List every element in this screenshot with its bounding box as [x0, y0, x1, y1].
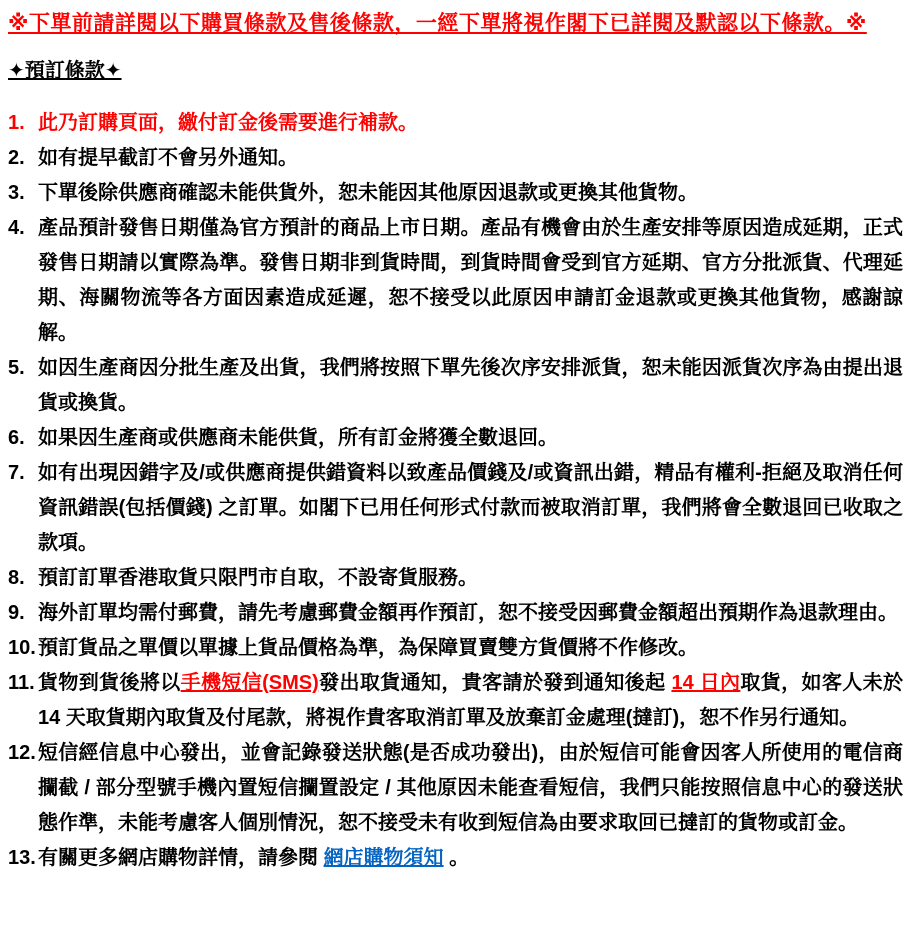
term-number: 6. — [8, 427, 25, 449]
term-segment: 發出取貨通知，貴客請於發到通知後起 — [318, 672, 672, 694]
term-item — [8, 106, 903, 141]
term-item — [8, 596, 903, 631]
term-segment: 有關更多網店購物詳情，請參閱 — [38, 847, 324, 869]
term-segment: 下單後除供應商確認未能供貨外，恕未能因其他原因退款或更換其他貨物。 — [38, 182, 698, 204]
term-item — [8, 141, 903, 176]
term-number: 5. — [8, 357, 25, 379]
term-segment: 預訂貨品之單價以單據上貨品價格為準，為保障買賣雙方貨價將不作修改。 — [38, 637, 698, 659]
term-segment: 貨物到貨後將以 — [38, 672, 181, 694]
term-text — [38, 141, 903, 176]
term-segment: 產品預計發售日期僅為官方預計的商品上市日期。產品有機會由於生產安排等原因造成延期，正式發售日期請以實際為準。發售日期非到貨時間，到貨時間會受到官方延期、官方分批派貨、代理延期、海關物流等各方面因素造成延遲，恕不接受以此原因申請訂金退款或更換其他貨物，感謝諒解。 — [38, 217, 903, 344]
section-title-preorder-terms: ✦預訂條款✦ — [8, 60, 122, 82]
shop-guide-link[interactable]: 網店購物須知 — [323, 847, 444, 869]
term-segment: 海外訂單均需付郵費，請先考慮郵費金額再作預訂，恕不接受因郵費金額超出預期作為退款理由。 — [38, 602, 898, 624]
term-number: 13. — [8, 847, 36, 869]
term-segment: 預訂訂單香港取貨只限門市自取，不設寄貨服務。 — [38, 567, 478, 589]
term-text — [38, 736, 903, 841]
term-number: 12. — [8, 742, 36, 764]
term-text — [38, 666, 903, 736]
term-text — [38, 351, 903, 421]
term-item — [8, 211, 903, 351]
term-segment: 此乃訂購頁面，繳付訂金後需要進行補款。 — [38, 112, 418, 134]
term-text — [38, 106, 903, 141]
term-text — [38, 176, 903, 211]
term-item — [8, 736, 903, 841]
term-number: 3. — [8, 182, 25, 204]
term-number: 9. — [8, 602, 25, 624]
highlighted-term-segment: 14 日內 — [671, 672, 741, 694]
term-segment: 如有提早截訂不會另外通知。 — [38, 147, 298, 169]
term-number: 7. — [8, 462, 25, 484]
term-number: 1. — [8, 112, 25, 134]
highlighted-term-segment: 手機短信(SMS) — [180, 672, 319, 694]
term-segment: 如有出現因錯字及/或供應商提供錯資料以致產品價錢及/或資訊出錯，精品有權利-拒絕及取消任何資訊錯誤(包括價錢) 之訂單。如閣下已用任何形式付款而被取消訂單，我們將會全數退回已收取之款項。 — [38, 462, 903, 554]
term-number: 10. — [8, 637, 36, 659]
term-text — [38, 841, 903, 876]
term-segment: 取貨，如客人未於 14 天取貨期內取貨及付尾款，將視作貴客取消訂單及放棄訂金處理(撻訂)，恕不作另行通知。 — [38, 672, 904, 729]
term-text — [38, 561, 903, 596]
term-number: 4. — [8, 217, 25, 239]
term-segment: 短信經信息中心發出，並會記錄發送狀態(是否成功發出)，由於短信可能會因客人所使用的電信商攔截 / 部分型號手機內置短信攔置設定 / 其他原因未能查看短信，我們只能按照信息中心的發送狀態作準，未能考慮客人個別情況，恕不接受未有收到短信為由要求取回已撻訂的貨物或訂金。 — [38, 742, 903, 834]
term-item — [8, 666, 903, 736]
term-item — [8, 351, 903, 421]
term-segment: 。 — [443, 847, 470, 869]
term-segment: 如果因生產商或供應商未能供貨，所有訂金將獲全數退回。 — [38, 427, 558, 449]
term-item — [8, 456, 903, 561]
term-text — [38, 631, 903, 666]
term-text — [38, 456, 903, 561]
term-segment: 如因生產商因分批生產及出貨，我們將按照下單先後次序安排派貨，恕未能因派貨次序為由提出退貨或換貨。 — [38, 357, 903, 414]
term-number: 11. — [8, 672, 35, 694]
term-text — [38, 596, 903, 631]
purchase-notice-banner: ※下單前請詳閱以下購買條款及售後條款，一經下單將視作閣下已詳閱及默認以下條款。※ — [8, 12, 867, 35]
term-text — [38, 421, 903, 456]
term-item — [8, 421, 903, 456]
term-item — [8, 176, 903, 211]
term-number: 8. — [8, 567, 25, 589]
term-item — [8, 631, 903, 666]
term-item — [8, 841, 903, 876]
terms-list — [8, 106, 903, 876]
term-number: 2. — [8, 147, 25, 169]
term-item — [8, 561, 903, 596]
term-text — [38, 211, 903, 351]
